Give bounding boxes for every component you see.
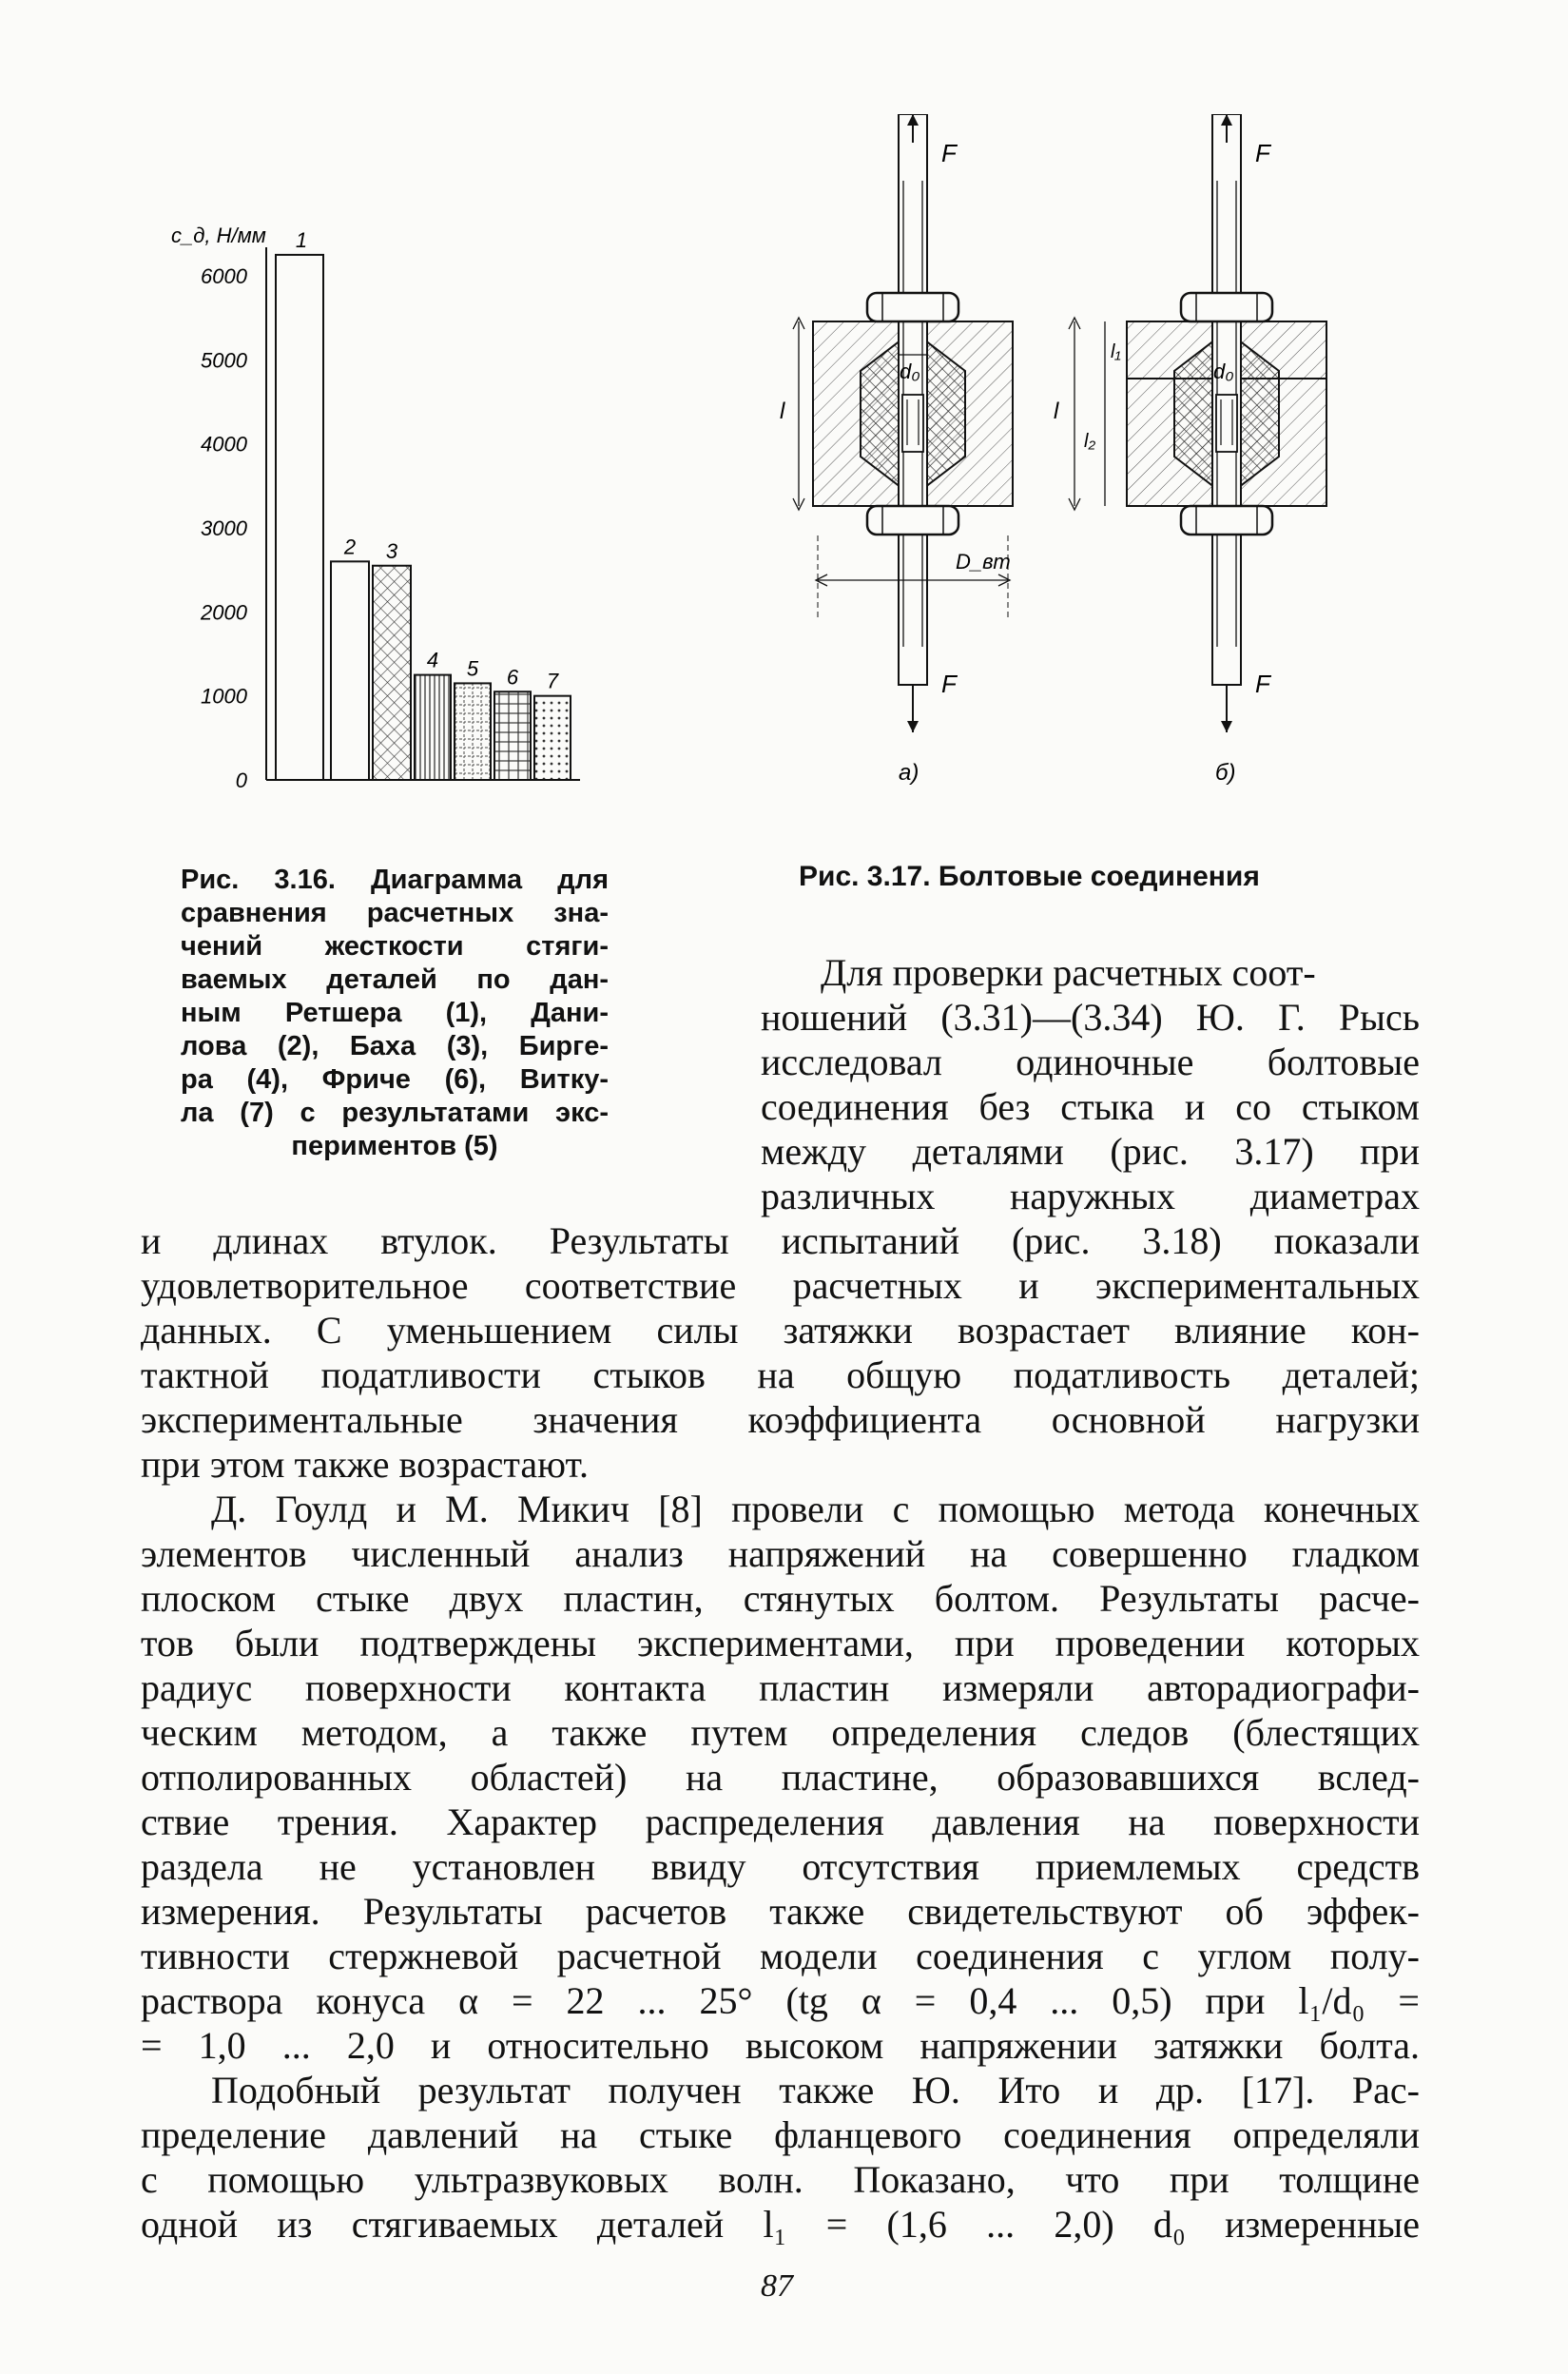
bolt-joints-figure [761, 114, 1445, 799]
bolt-joint-b [1054, 114, 1326, 786]
text-line: одной из стягиваемых деталей l₁ = (1,6 ... 2,0) d₀ измеренные [141, 2203, 1420, 2246]
text-line: Для проверки расчетных соот- [821, 951, 1316, 994]
bar-5 [455, 683, 491, 780]
text-line: и длинах втулок. Результаты испытаний (рис. 3.18) показали [141, 1219, 1420, 1262]
bar-label: 3 [385, 538, 398, 563]
text-line: соединения без стыка и со стыком [761, 1085, 1420, 1128]
y-tick-label: 0 [235, 769, 247, 792]
d0-label-a: d₀ [900, 360, 920, 383]
text-line: тактной податливости стыков на общую податливость деталей; [141, 1353, 1420, 1396]
l-label-a: l [780, 399, 785, 424]
stiffness-bar-chart [152, 204, 580, 794]
bar-label: 7 [546, 669, 559, 693]
text-line: между деталями (рис. 3.17) при [761, 1130, 1420, 1173]
bar-label: 5 [466, 656, 479, 681]
caption-line: лова (2), Баха (3), Бирге- [181, 1031, 609, 1061]
text-line: элементов численный анализ напряжений на совершенно гладком [141, 1532, 1420, 1575]
text-line: удовлетворительное соответствие расчетных и экспериментальных [141, 1264, 1420, 1307]
caption-line: ла (7) с результатами экс- [181, 1098, 609, 1128]
text-line: = 1,0 ... 2,0 и относительно высоком напряжении затяжки болта. [141, 2024, 1420, 2067]
l-label-b: l [1054, 399, 1059, 424]
y-tick-label: 6000 [201, 264, 247, 288]
y-axis-label: с_д, Н/мм [171, 224, 266, 247]
force-label-b-top: F [1255, 139, 1270, 167]
bar-label: 4 [426, 648, 439, 672]
l1-label: l₁ [1111, 341, 1121, 362]
text-line: ношений (3.31)—(3.34) Ю. Г. Рысь [761, 996, 1420, 1039]
bar-3 [373, 566, 411, 780]
text-line: данных. С уменьшением силы затяжки возрастает влияние кон- [141, 1309, 1420, 1352]
bar-6 [494, 691, 531, 780]
page-number: 87 [761, 2268, 793, 2304]
text-line: Подобный результат получен также Ю. Ито и др. [17]. Рас- [211, 2069, 1420, 2111]
text-line: тивности стержневой расчетной модели соединения с углом полу- [141, 1935, 1420, 1977]
y-tick-label: 3000 [201, 516, 247, 540]
text-line: ческим методом, а также путем определения следов (блестящих [141, 1711, 1420, 1754]
text-line: пределение давлений на стыке фланцевого соединения определяли [141, 2113, 1420, 2156]
text-line: раствора конуса α = 22 ... 25° (tg α = 0,4 ... 0,5) при l₁/d₀ = [141, 1979, 1420, 2022]
d0-label-b: d₀ [1213, 360, 1234, 383]
subfigure-label-a: а) [899, 760, 920, 786]
caption-line: чений жесткости стяги- [181, 931, 609, 962]
bar-1 [276, 255, 323, 780]
bar-2 [331, 561, 369, 780]
text-line: при этом также возрастают. [141, 1443, 589, 1486]
text-line: различных наружных диаметрах [761, 1175, 1420, 1217]
text-line: тов были подтверждены экспериментами, при проведении которых [141, 1622, 1420, 1664]
text-line: измерения. Результаты расчетов также свидетельствуют об эффек- [141, 1890, 1420, 1933]
caption-line: периментов (5) [291, 1131, 498, 1161]
bar-label: 1 [295, 227, 308, 252]
caption-line: сравнения расчетных зна- [181, 898, 609, 928]
text-line: Д. Гоулд и М. Микич [8] провели с помощью метода конечных [211, 1488, 1420, 1530]
bar-4 [415, 675, 451, 780]
text-line: плоском стыке двух пластин, стянутых болтом. Результаты расче- [141, 1577, 1420, 1620]
figure-3-17-caption: Рис. 3.17. Болтовые соединения [799, 861, 1260, 892]
caption-line: ваемых деталей по дан- [181, 964, 609, 995]
text-line: ствие трения. Характер распределения давления на поверхности [141, 1800, 1420, 1843]
sleeve-diameter-label: D_вт [956, 550, 1011, 574]
y-tick-label: 4000 [201, 432, 247, 457]
force-label-b-bottom: F [1255, 670, 1270, 698]
l2-label: l₂ [1084, 431, 1096, 452]
force-label-a-top: F [941, 139, 957, 167]
bar-7 [534, 696, 571, 780]
text-line: отполированных областей) на пластине, образовавшихся вслед- [141, 1756, 1420, 1799]
text-line: экспериментальные значения коэффициента основной нагрузки [141, 1398, 1420, 1441]
y-tick-label: 2000 [201, 600, 247, 625]
text-line: исследовал одиночные болтовые [761, 1041, 1420, 1083]
text-line: с помощью ультразвуковых волн. Показано, что при толщине [141, 2158, 1420, 2201]
caption-line: ным Ретшера (1), Дани- [181, 998, 609, 1028]
bar-label: 2 [343, 535, 357, 559]
bar-label: 6 [506, 665, 519, 690]
subfigure-label-b: б) [1215, 760, 1236, 786]
figure-3-16-caption [181, 864, 609, 1163]
text-line: радиус поверхности контакта пластин измеряли авторадиографи- [141, 1666, 1420, 1709]
force-label-a-bottom: F [941, 670, 957, 698]
caption-line: Рис. 3.16. Диаграмма для [181, 865, 609, 895]
bolt-joint-a [780, 114, 1013, 786]
y-tick-label: 1000 [201, 684, 247, 709]
caption-line: ра (4), Фриче (6), Витку- [181, 1064, 609, 1095]
text-line: раздела не установлен ввиду отсутствия приемлемых средств [141, 1845, 1420, 1888]
y-tick-label: 5000 [201, 348, 247, 373]
